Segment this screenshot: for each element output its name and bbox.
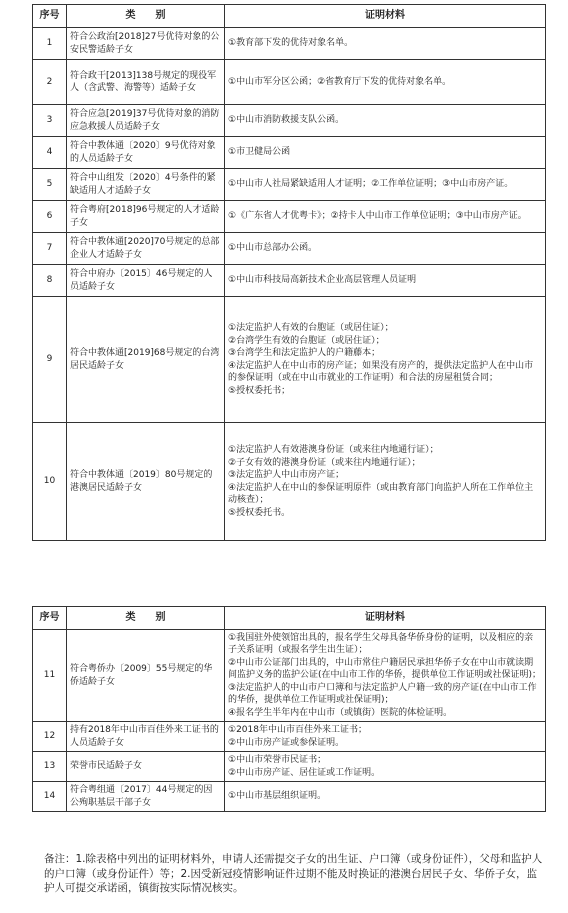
header-seq: 序号 (33, 5, 67, 28)
header-category: 类 别 (67, 5, 225, 28)
proof-item: ①中山市荣誉市民证书； (228, 755, 327, 765)
proof-item: ①市卫健局公函 (228, 147, 291, 158)
table-row (33, 782, 546, 812)
row-proof (225, 297, 546, 423)
table-row (33, 28, 546, 60)
row-category: 符合中教体通〔2019〕80号规定的港澳居民适龄子女 (67, 423, 225, 541)
proof-item: ③台湾学生和法定监护人的户籍藤本； (228, 348, 381, 358)
header-proof: 证明材料 (225, 5, 546, 28)
row-seq: 9 (33, 297, 67, 423)
proof-item: ④法定监护人在中山的参保证明原件（或由教育部门向监护人所在工作单位主动核查）； (228, 482, 534, 505)
proof-item: ①中山市军分区公函；②省教育厅下发的优待对象名单。 (228, 76, 452, 87)
proof-item: ①中山市人社局紧缺适用人才证明；②工作单位证明；③中山市房产证。 (228, 179, 514, 190)
eligibility-table-2 (32, 606, 546, 812)
table-row (33, 201, 546, 233)
row-proof (225, 630, 546, 722)
table-header-row (33, 607, 546, 630)
eligibility-table-1 (32, 4, 546, 541)
row-seq: 5 (33, 169, 67, 201)
remark-note: 备注：1.除表格中列出的证明材料外，申请人还需提交子女的出生证、户口簿（或身份证件），父母和监护人的户口簿（或身份证件）等；2.因受新冠疫情影响证件过期不能及时换证的港澳台居民子女、华侨子女，监护人可提交承诺函，镇街按实际情况核实。 (44, 853, 543, 894)
row-category: 符合中山组发〔2020〕4号条件的紧缺适用人才适龄子女 (67, 169, 225, 201)
proof-item: ①中山市消防救援支队公函。 (228, 115, 345, 126)
row-seq: 13 (33, 752, 67, 782)
table-row (33, 233, 546, 265)
proof-item: ③法定监护人的中山市户口簿和与法定监护人户籍一致的房产证(在中山市工作的华侨，提供单位工作证明或社保证明)； (228, 682, 537, 706)
row-category: 符合中教体通[2019]68号规定的台湾居民适龄子女 (67, 297, 225, 423)
proof-item: ①法定监护人有效的台胞证（或居住证）； (228, 323, 394, 333)
row-seq: 10 (33, 423, 67, 541)
row-proof (225, 28, 546, 60)
row-category: 符合中府办〔2015〕46号规定的人员适龄子女 (67, 265, 225, 297)
row-proof (225, 60, 546, 105)
proof-item: ①法定监护人有效港澳身份证（或来往内地通行证）； (228, 445, 439, 455)
proof-item: ⑤授权委托书。 (228, 507, 291, 518)
row-category: 符合政干[2013]138号规定的现役军人（含武警、海警等）适龄子女 (67, 60, 225, 105)
proof-item: ①教育部下发的优待对象名单。 (228, 38, 354, 49)
row-seq: 14 (33, 782, 67, 812)
row-seq: 6 (33, 201, 67, 233)
row-proof (225, 105, 546, 137)
table-row (33, 137, 546, 169)
proof-item: ②中山市公证部门出具的，中山市常住户籍居民承担华侨子女在中山市就读期间监护义务的监护公证(在中山市工作的华侨，提供单位工作证明或社保证明)； (228, 657, 542, 681)
table-row (33, 60, 546, 105)
row-proof (225, 233, 546, 265)
table-row (33, 722, 546, 752)
proof-item: ①我国驻外使领馆出具的，报名学生父母具备华侨身份的证明，以及相应的亲子关系证明（或报名学生出生证）； (228, 632, 534, 656)
header-proof: 证明材料 (225, 607, 546, 630)
table-row (33, 105, 546, 137)
row-category: 符合中教体通[2020]70号规定的总部企业人才适龄子女 (67, 233, 225, 265)
row-category: 符合粤府[2018]96号规定的人才适龄子女 (67, 201, 225, 233)
header-category: 类 别 (67, 607, 225, 630)
table-row (33, 630, 546, 722)
row-proof (225, 201, 546, 233)
row-category: 持有2018年中山市百佳外来工证书的人员适龄子女 (67, 722, 225, 752)
row-seq: 4 (33, 137, 67, 169)
row-proof (225, 137, 546, 169)
proof-item: ②子女有效的港澳身份证（或来往内地通行证）； (228, 457, 421, 468)
row-proof (225, 265, 546, 297)
row-category: 符合粤组通〔2017〕44号规定的因公殉职基层干部子女 (67, 782, 225, 812)
row-seq: 8 (33, 265, 67, 297)
proof-item: ②台湾学生有效的台胞证（或居住证）； (228, 335, 385, 346)
proof-item: ①中山市总部办公函。 (228, 243, 318, 254)
proof-item: ①中山市基层组织证明。 (228, 791, 327, 802)
row-seq: 11 (33, 630, 67, 722)
proof-item: ①2018年中山市百佳外来工证书； (228, 725, 367, 735)
row-category: 符合中教体通〔2020〕9号优待对象的人员适龄子女 (67, 137, 225, 169)
row-proof (225, 722, 546, 752)
row-proof (225, 423, 546, 541)
row-seq: 3 (33, 105, 67, 137)
proof-item: ②中山市房产证或参保证明。 (228, 737, 345, 748)
table-row (33, 297, 546, 423)
proof-item: ③法定监护人中山市房产证； (228, 470, 345, 480)
proof-item: ①《广东省人才优粤卡》；②持卡人中山市工作单位证明；③中山市房产证。 (228, 211, 527, 222)
header-seq: 序号 (33, 607, 67, 630)
proof-item: ④法定监护人在中山市的房产证；如果没有房产的，提供法定监护人在中山市的参保证明（或在中山市就业的工作证明）和合法的房屋租赁合同； (228, 360, 534, 383)
row-proof (225, 169, 546, 201)
row-category: 符合应急[2019]37号优待对象的消防应急救援人员适龄子女 (67, 105, 225, 137)
proof-item: ②中山市房产证、居住证或工作证明。 (228, 767, 381, 778)
row-category: 符合粤侨办〔2009〕55号规定的华侨适龄子女 (67, 630, 225, 722)
row-seq: 2 (33, 60, 67, 105)
proof-item: ⑤授权委托书； (228, 385, 291, 396)
row-seq: 7 (33, 233, 67, 265)
row-category: 荣誉市民适龄子女 (67, 752, 225, 782)
table-row (33, 169, 546, 201)
row-proof (225, 782, 546, 812)
table-row (33, 265, 546, 297)
row-proof (225, 752, 546, 782)
table-row (33, 752, 546, 782)
proof-item: ④报名学生半年内在中山市（或镇街）医院的体检证明。 (228, 707, 453, 718)
row-category: 符合公政治[2018]27号优待对象的公安民警适龄子女 (67, 28, 225, 60)
table-row (33, 423, 546, 541)
table-header-row (33, 5, 546, 28)
proof-item: ①中山市科技局高新技术企业高层管理人员证明 (228, 275, 417, 286)
row-seq: 12 (33, 722, 67, 752)
row-seq: 1 (33, 28, 67, 60)
